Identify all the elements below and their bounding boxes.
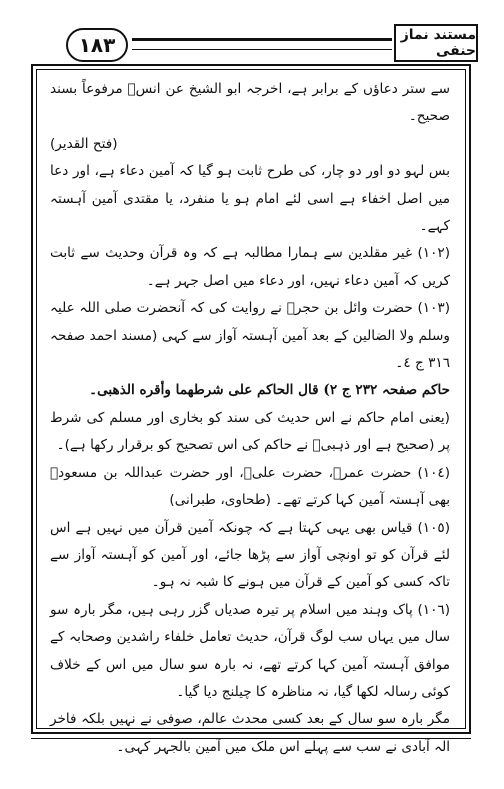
header-rule <box>132 38 392 50</box>
paragraph-102: (١٠٢) غیر مقلدین سے ہمارا مطالبہ ہے کہ وہ قرآن وحدیث سے ثابت کریں کہ آمین دعاء نہیں، اور دعاء میں اصل جہر ہے۔ <box>50 245 450 289</box>
paragraph-conclusion: بس لہو دو اور دو چار، کی طرح ثابت ہو گیا کہ آمین دعاء ہے، اور دعا میں اصل اخفاء ہے اسی لئے امام ہو یا منفرد، یا مقتدی آمین آہستہ کہے۔ <box>50 163 450 235</box>
book-title: مستند نماز حنفی <box>394 24 478 62</box>
paragraph-intro: سے ستر دعاؤں کے برابر ہے، اخرجہ ابو الشیخ عن انسؓ مرفوعاً بسند صحیح۔ <box>50 81 450 125</box>
source-citation: (فتح القدیر) <box>50 135 118 152</box>
paragraph-final: مگر بارہ سو سال کے بعد کسی محدث عالم، صوفی نے نہیں بلکہ فاخر الہ آبادی نے سب سے پہلے اس ملک میں آمین بالجہر کہی۔ <box>50 711 450 755</box>
paragraph-hakim: حاکم صفحہ ٢٣٢ ج ٢) قال الحاکم علی شرطهما وأقره الذهبی۔ <box>89 382 450 399</box>
paragraph-104: (١٠٤) حضرت عمرؓ، حضرت علیؓ، اور حضرت عبداللہ بن مسعودؓ بھی آہستہ آمین کہا کرتے تھے۔ (طحاوی، طبرانی) <box>50 464 450 509</box>
page-number: ١٨٣ <box>66 28 128 62</box>
footer-rule <box>31 738 471 739</box>
paragraph-explanation: (یعنی امام حاکم نے اس حدیث کی سند کو بخاری اور مسلم کی شرط پر (صحیح ہے اور ذہبیؒ نے حاکم کی اس تصحیح کو برقرار رکھا ہے)۔ <box>50 409 450 454</box>
paragraph-106: (١٠٦) پاک وہند میں اسلام پر تیرہ صدیاں گزر رہی ہیں، مگر بارہ سو سال میں یہاں سب لوگ قرآن، حدیث تعامل خلفاء راشدین وصحابہ کے موافق آہستہ آمین کہا کرتے تھے، نہ بارہ سو سال میں اس کے خلاف کوئی رسالہ لکھا گیا، نہ مناظرہ کا چیلنج دیا گیا۔ <box>50 601 450 700</box>
page-body <box>50 76 450 755</box>
paragraph-105: (١٠٥) قیاس بھی یہی کہتا ہے کہ چونکہ آمین قرآن میں نہیں ہے اس لئے قرآن کو تو اونچی آواز سے پڑھا جائے، اور آمین کو آہستہ آواز سے تاکہ کسی کو آمین کے قرآن میں ہونے کا شبہ نہ ہو۔ <box>50 519 450 591</box>
paragraph-103: (١٠٣) حضرت وائل بن حجرؓ نے روایت کی کہ آنحضرت صلی اللہ علیہ وسلم ولا الضالین کے بعد آمین آہستہ آواز سے کہی (مسند احمد صفحہ ٣١٦ ج ٤۔ <box>50 300 450 372</box>
